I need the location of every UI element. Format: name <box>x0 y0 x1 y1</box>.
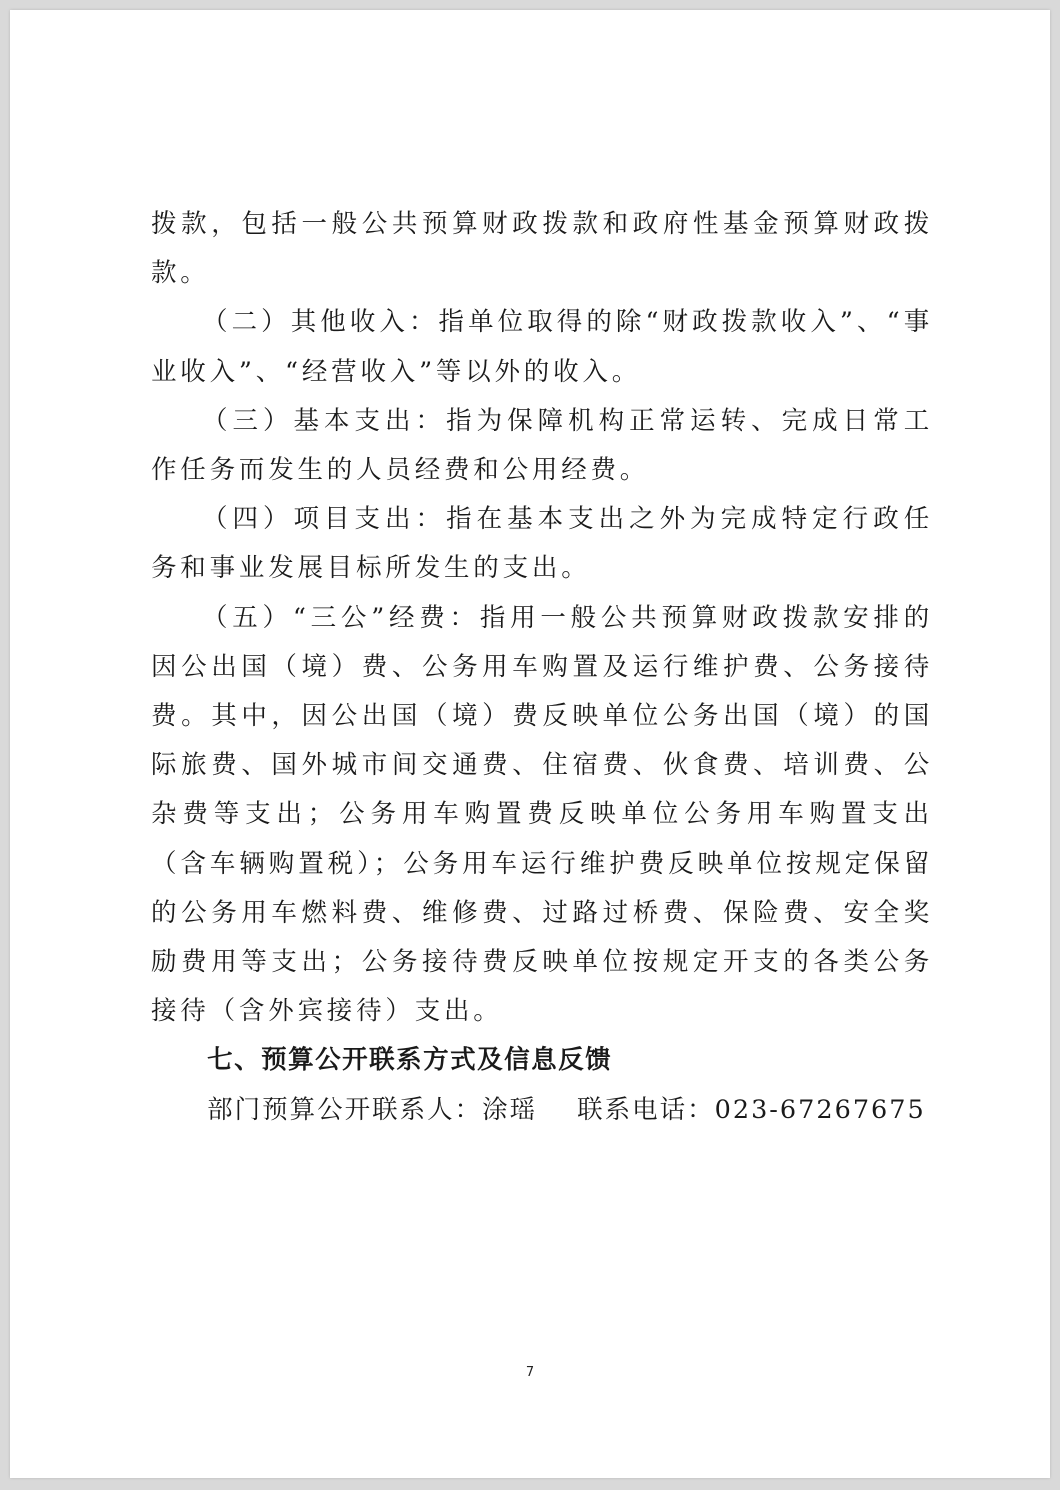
document-page <box>10 10 1050 1478</box>
contact-line <box>151 1086 933 1135</box>
contact-phone-number: 023-67267675 <box>714 1094 926 1125</box>
paragraph-other-income: （二）其他收入：指单位取得的除“财政拨款收入”、“事业收入”、“经营收入”等以外的收入。 <box>151 307 933 387</box>
paragraph-continuation: 拨款，包括一般公共预算财政拨款和政府性基金预算财政拨款。 <box>151 209 933 289</box>
contact-person-name: 涂瑶 <box>482 1094 538 1125</box>
page-body <box>151 200 933 1135</box>
paragraph-three-public-expenses: （五）“三公”经费：指用一般公共预算财政拨款安排的因公出国（境）费、公务用车购置及运行维护费、公务接待费。其中，因公出国（境）费反映单位公务出国（境）的国际旅费、国外城市间交通费、住宿费、伙食费、培训费、公杂费等支出；公务用车购置费反映单位公务用车购置支出（含车辆购置税）；公务用车运行维护费反映单位按规定保留的公务用车燃料费、维修费、过路过桥费、保险费、安全奖励费用等支出；公务接待费反映单位按规定开支的各类公务接待（含外宾接待）支出。 <box>151 602 933 1027</box>
contact-person-label: 部门预算公开联系人： <box>207 1094 483 1125</box>
section-heading: 七、预算公开联系方式及信息反馈 <box>207 1045 613 1076</box>
page-number: 7 <box>525 1365 535 1380</box>
contact-phone-label: 联系电话： <box>577 1094 715 1125</box>
paragraph-project-expenditure: （四）项目支出：指在基本支出之外为完成特定行政任务和事业发展目标所发生的支出。 <box>151 504 933 584</box>
paragraph-basic-expenditure: （三）基本支出：指为保障机构正常运转、完成日常工作任务而发生的人员经费和公用经费。 <box>151 405 933 486</box>
